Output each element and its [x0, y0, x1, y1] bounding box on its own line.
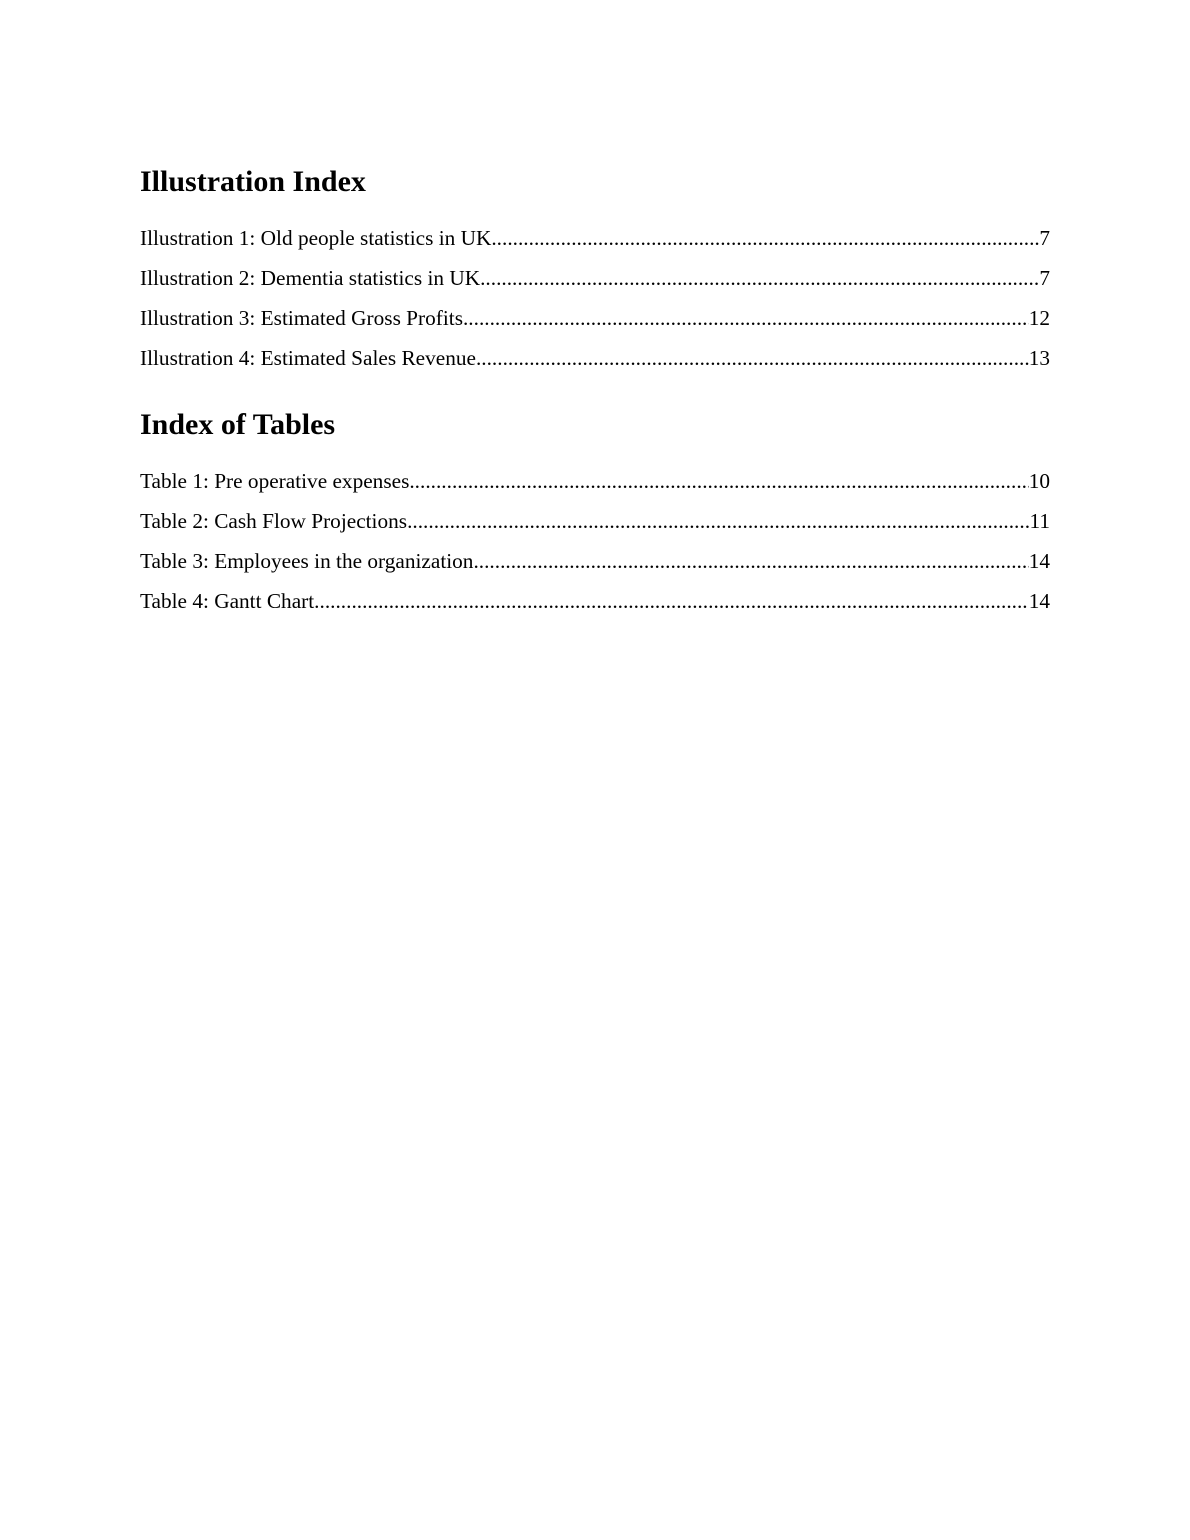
entry-title: Illustration 2: Dementia statistics in UK — [140, 266, 481, 290]
entry-title: Table 2: Cash Flow Projections — [140, 509, 408, 533]
illustration-index-list — [140, 218, 1050, 378]
dot-leader — [407, 501, 1029, 541]
dot-leader — [476, 338, 1029, 378]
tables-index-heading: Index of Tables — [140, 408, 336, 441]
tables-index-entry[interactable] — [140, 541, 1050, 581]
illustration-index-entry[interactable] — [140, 338, 1050, 378]
entry-title: Illustration 4: Estimated Sales Revenue — [140, 346, 476, 370]
entry-title: Table 4: Gantt Chart — [140, 589, 315, 613]
illustration-index-heading: Illustration Index — [140, 165, 366, 198]
entry-page-number: 13 — [1028, 346, 1050, 370]
dot-leader — [491, 218, 1039, 258]
dot-leader — [463, 298, 1029, 338]
illustration-index-entry[interactable] — [140, 258, 1050, 298]
entry-page-number: 14 — [1028, 589, 1050, 613]
dot-leader — [473, 541, 1028, 581]
tables-index-list — [140, 461, 1050, 621]
page-content — [140, 158, 1050, 621]
entry-title: Table 1: Pre operative expenses — [140, 469, 410, 493]
illustration-index-entry[interactable] — [140, 298, 1050, 338]
dot-leader — [314, 581, 1029, 621]
tables-index-entry[interactable] — [140, 461, 1050, 501]
tables-index-entry[interactable] — [140, 501, 1050, 541]
tables-index-entry[interactable] — [140, 581, 1050, 621]
entry-page-number: 12 — [1028, 306, 1050, 330]
entry-page-number: 7 — [1039, 266, 1050, 290]
entry-page-number: 10 — [1028, 469, 1050, 493]
entry-page-number: 14 — [1028, 549, 1050, 573]
dot-leader — [409, 461, 1028, 501]
dot-leader — [480, 258, 1039, 298]
illustration-index-entry[interactable] — [140, 218, 1050, 258]
entry-page-number: 11 — [1029, 509, 1050, 533]
entry-title: Illustration 1: Old people statistics in UK — [140, 226, 492, 250]
entry-title: Table 3: Employees in the organization — [140, 549, 474, 573]
entry-title: Illustration 3: Estimated Gross Profits — [140, 306, 463, 330]
entry-page-number: 7 — [1039, 226, 1050, 250]
